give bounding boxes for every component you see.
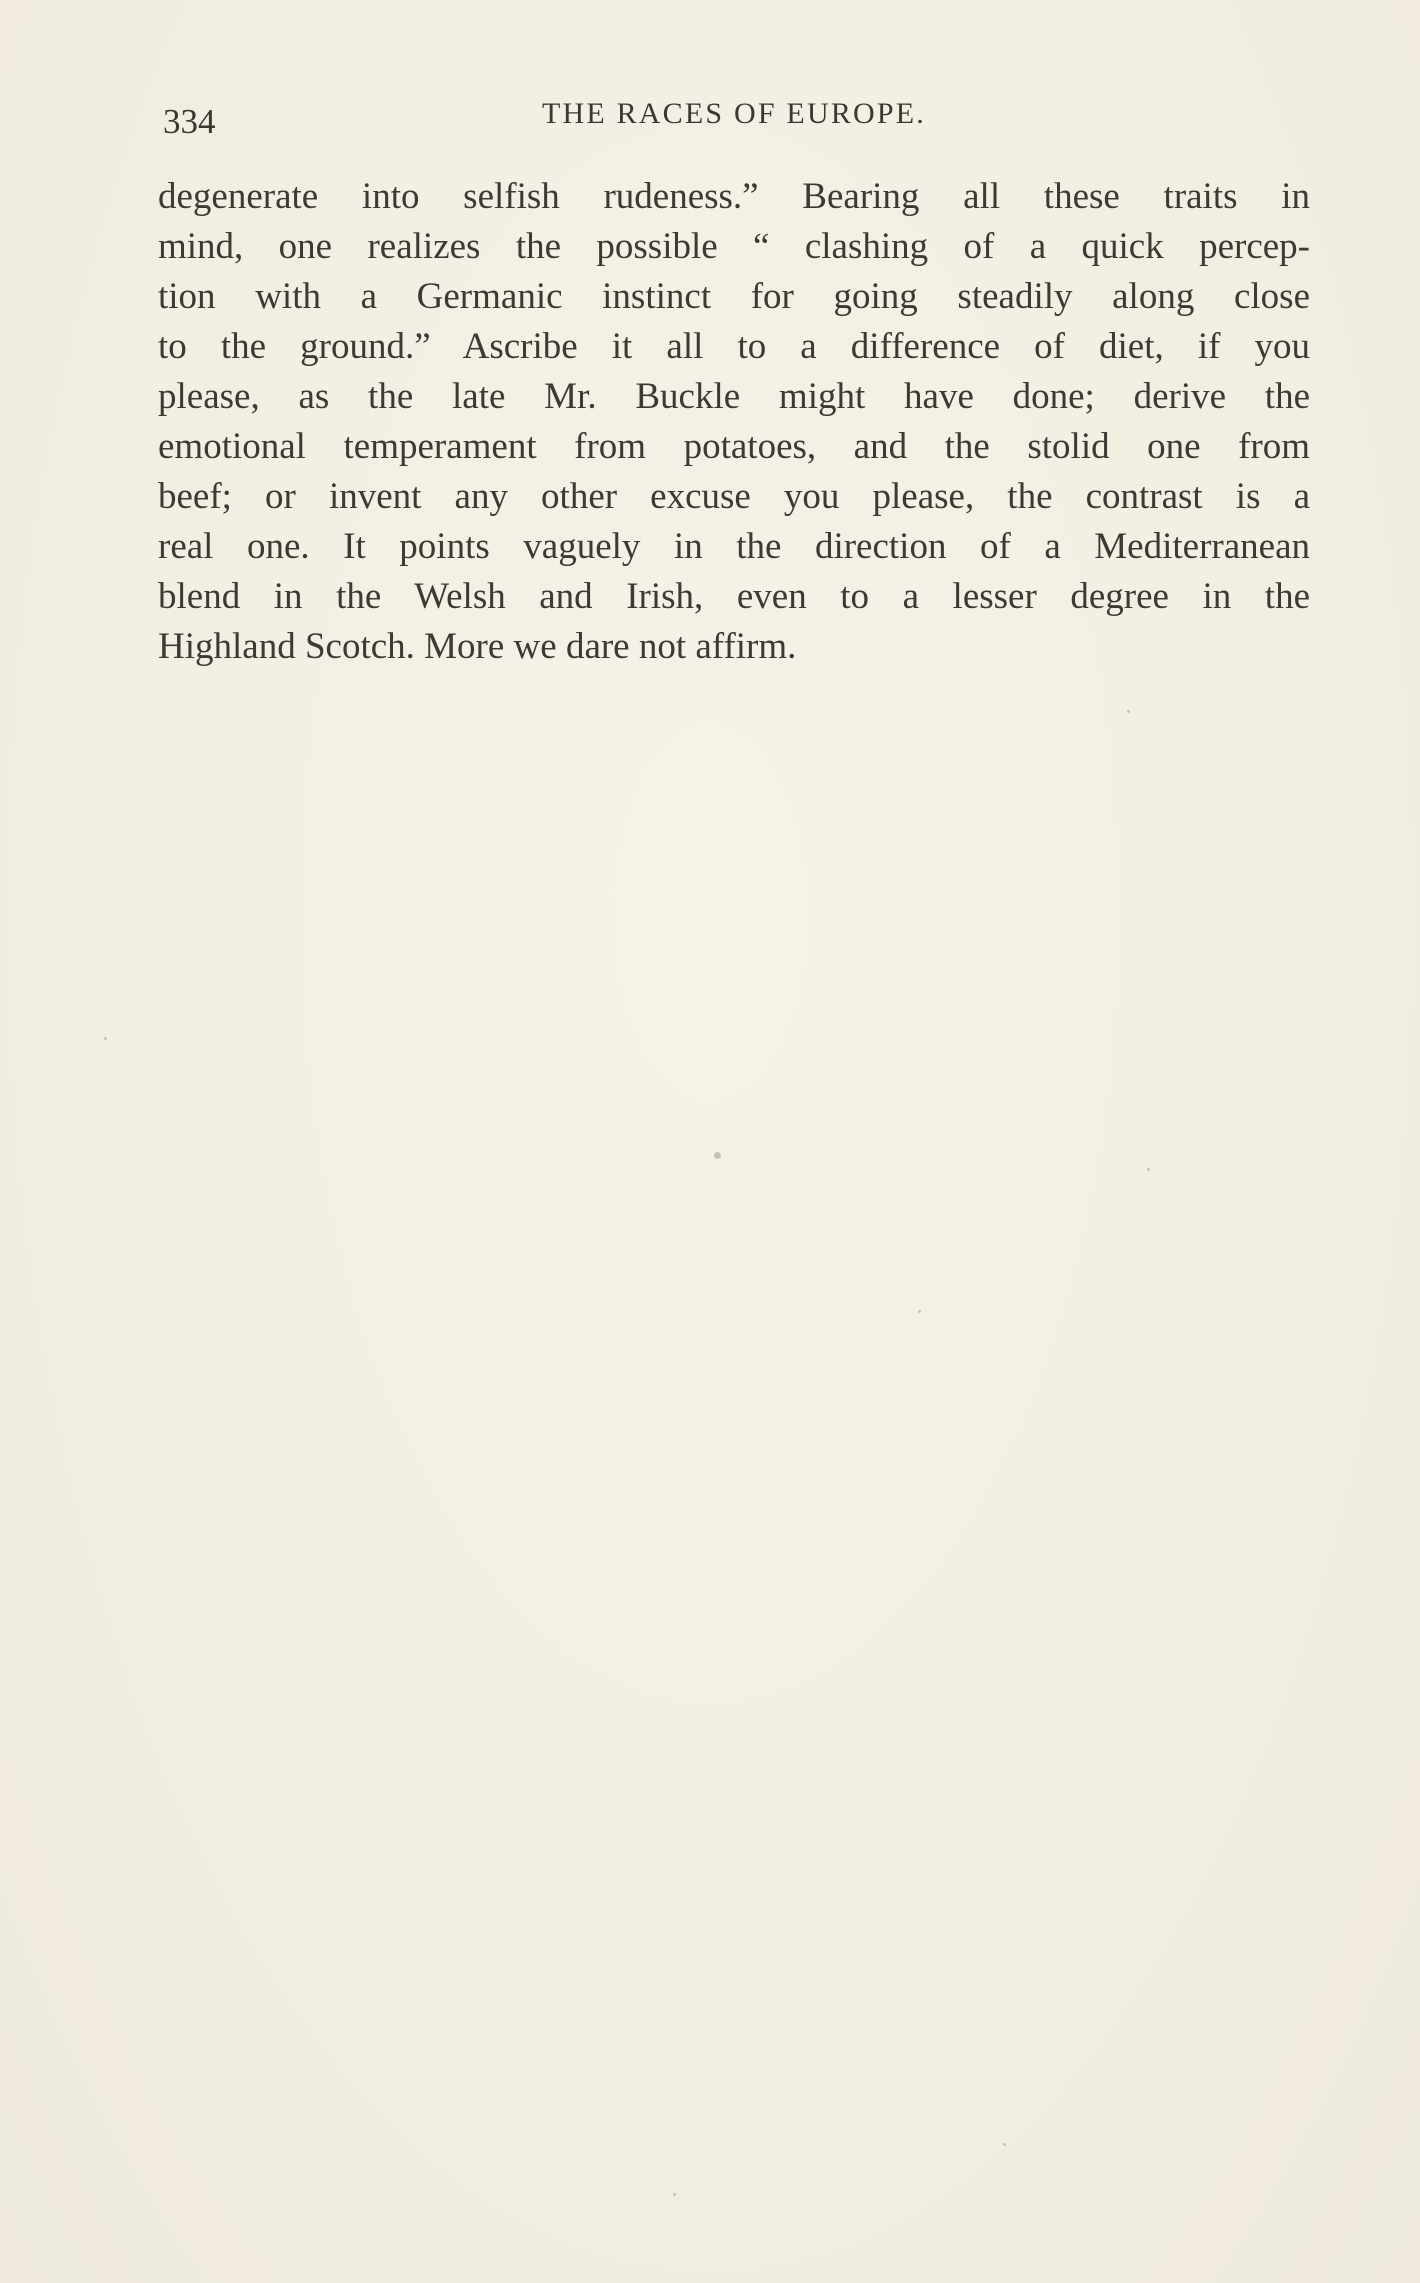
- paper-speck: [673, 2193, 676, 2196]
- text-line: beef; or invent any other excuse you please, the contrast is a: [158, 476, 1310, 517]
- paper-speck: [1003, 2143, 1006, 2146]
- text-line: please, as the late Mr. Buckle might have done; derive the: [158, 376, 1310, 417]
- running-head: THE RACES OF EUROPE.: [541, 97, 927, 130]
- text-line: emotional temperament from potatoes, and the stolid one from: [158, 426, 1310, 467]
- text-line: Highland Scotch. More we dare not affirm.: [158, 626, 797, 667]
- text-line: tion with a Germanic instinct for going steadily along close: [158, 276, 1310, 317]
- page-header: [160, 88, 1308, 141]
- text-line: to the ground.” Ascribe it all to a difference of diet, if you: [158, 326, 1310, 367]
- text-line: blend in the Welsh and Irish, even to a lesser degree in the: [158, 576, 1310, 617]
- text-line: real one. It points vaguely in the direction of a Mediterranean: [158, 526, 1310, 567]
- paper-speck: [1127, 710, 1130, 713]
- paper-speck: [1147, 1168, 1150, 1171]
- body-paragraph: [158, 172, 1310, 672]
- paper-speck: [104, 1037, 107, 1040]
- paper-speck: [918, 1310, 921, 1313]
- paper-speck: [714, 1152, 721, 1159]
- text-line: mind, one realizes the possible “ clashing of a quick percep-: [158, 226, 1310, 267]
- text-line: degenerate into selfish rudeness.” Bearing all these traits in: [158, 176, 1310, 217]
- page-number: 334: [163, 102, 216, 141]
